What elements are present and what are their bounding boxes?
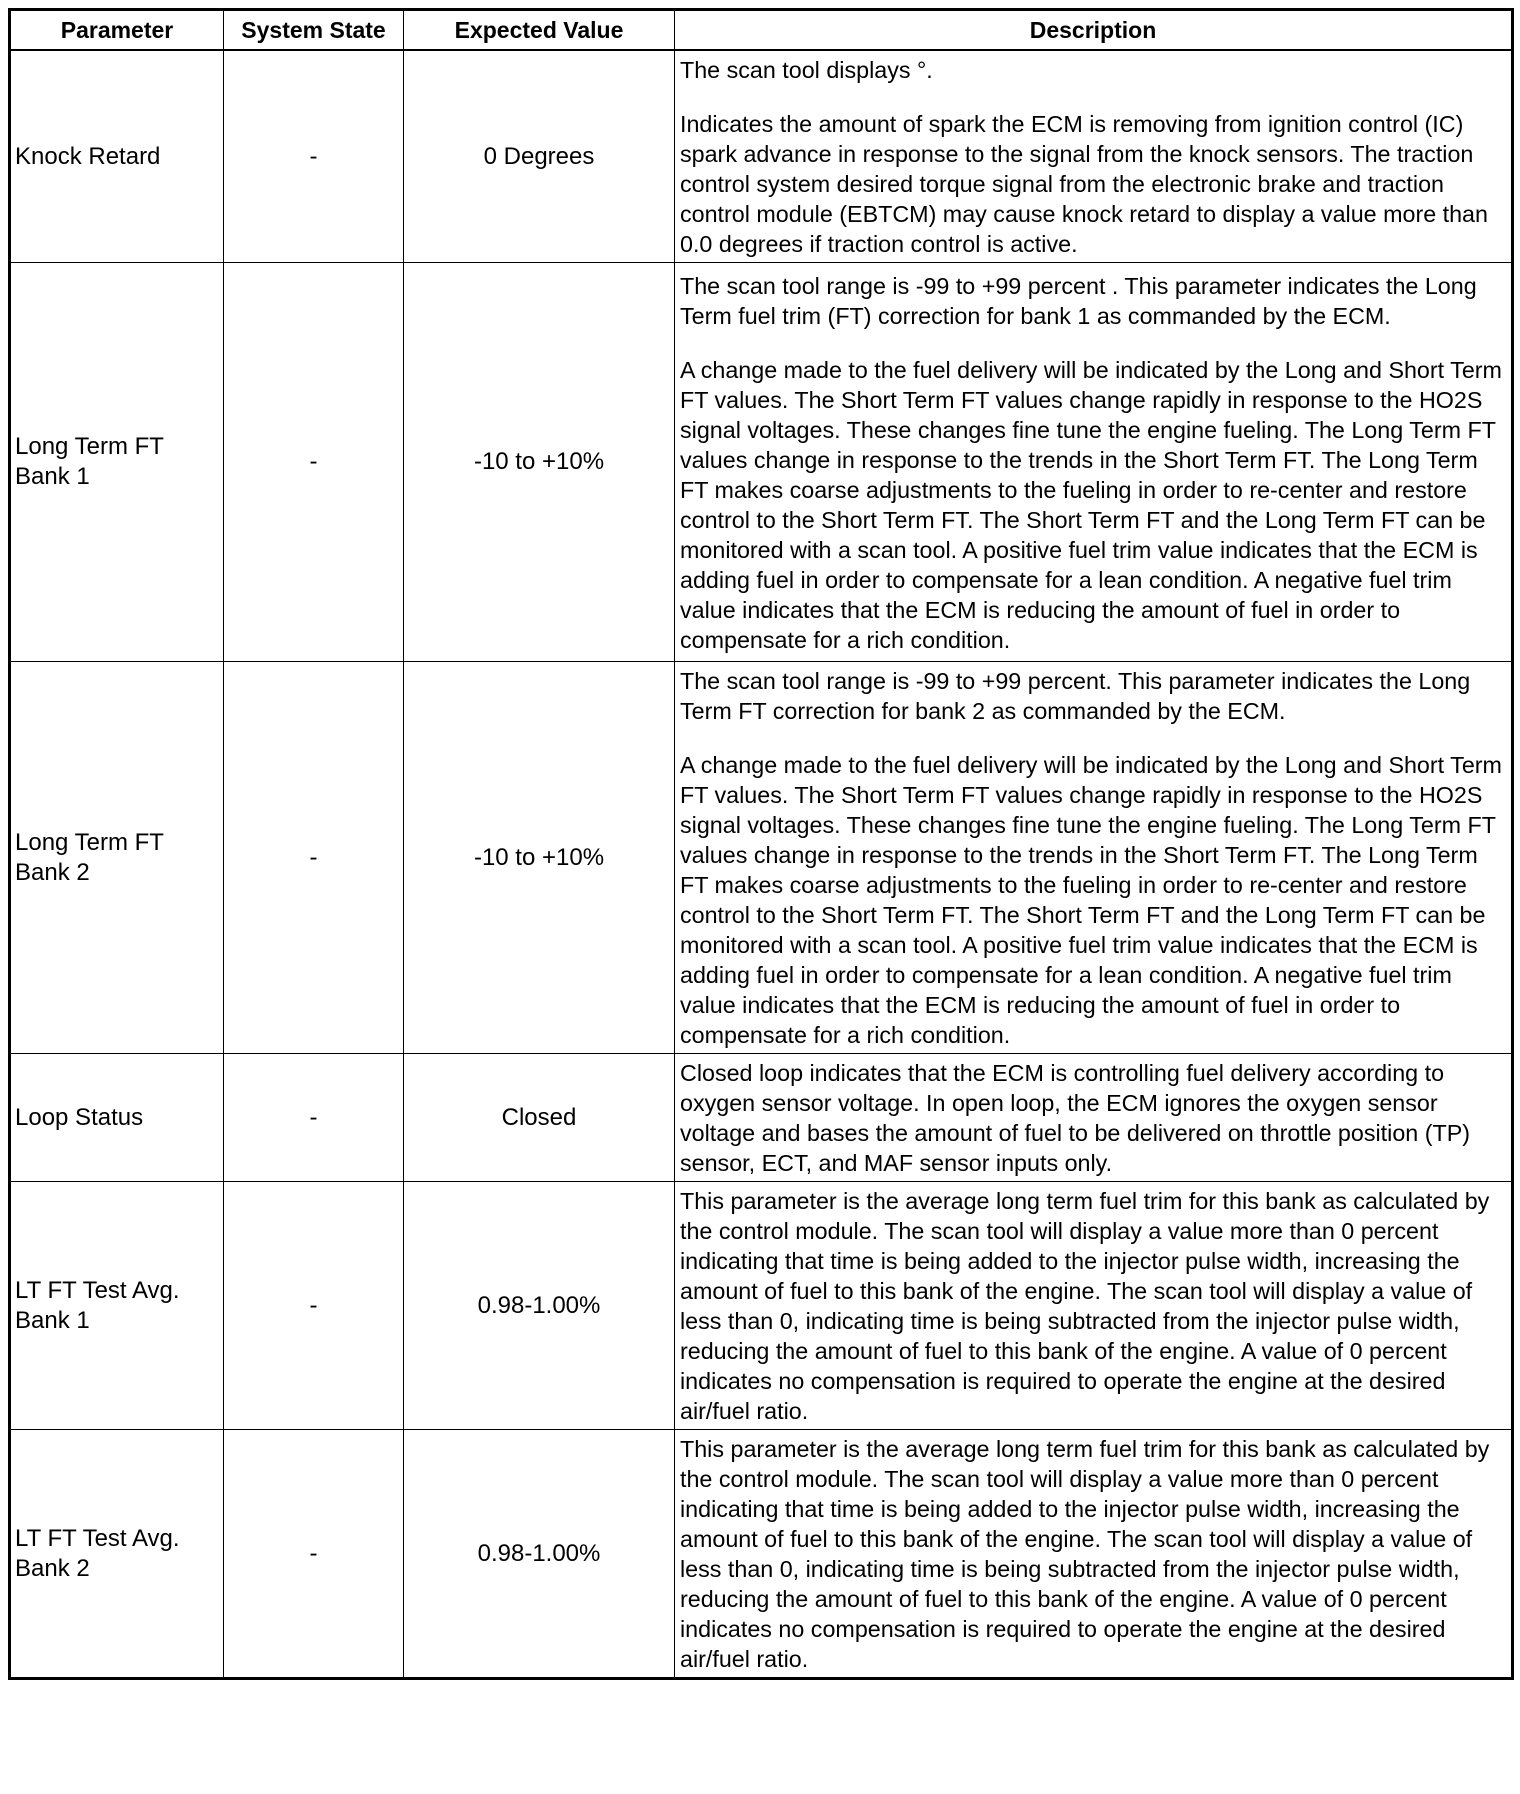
system-state-cell: -: [224, 50, 404, 263]
table-row: [10, 50, 1513, 263]
system-state-cell: -: [224, 263, 404, 662]
parameter-name-line: Bank 2: [15, 858, 90, 886]
parameter-name-line: Bank 1: [15, 463, 90, 490]
parameter-name-line: LT FT Test Avg.: [15, 1276, 180, 1304]
description-paragraph: A change made to the fuel delivery will be indicated by the Long and Short Term FT values. The Short Term FT values change rapidly in response to the HO2S signal voltages. These changes fine tune the engine fueling. The Long Term FT values change in response to the trends in the Short Term FT. The Long Term FT makes coarse adjustments to the fueling in order to re-center and restore control to the Short Term FT. The Short Term FT and the Long Term FT can be monitored with a scan tool. A positive fuel trim value indicates that the ECM is adding fuel in order to compensate for a lean condition. A negative fuel trim value indicates that the ECM is reducing the amount of fuel in order to compensate for a rich condition.: [680, 356, 1502, 653]
description-cell: [675, 662, 1513, 1054]
parameter-cell: [10, 1182, 224, 1430]
description-cell: [675, 1430, 1513, 1679]
parameter-cell: [10, 662, 224, 1054]
description-paragraph: The scan tool range is -99 to +99 percent . This parameter indicates the Long Term fuel trim (FT) correction for bank 1 as commanded by the ECM.: [680, 272, 1477, 329]
parameter-cell: [10, 50, 224, 263]
description-paragraph: The scan tool range is -99 to +99 percent. This parameter indicates the Long Term FT correction for bank 2 as commanded by the ECM.: [680, 668, 1471, 724]
parameter-name-line: Bank 2: [15, 1554, 90, 1582]
table-row: [10, 263, 1513, 662]
expected-value-cell: Closed: [404, 1054, 675, 1182]
parameter-name-line: Loop Status: [15, 1103, 144, 1131]
expected-value-cell: 0.98-1.00%: [404, 1182, 675, 1430]
description-paragraph: This parameter is the average long term fuel trim for this bank as calculated by the control module. The scan tool will display a value more than 0 percent indicating that time is being added to the injector pulse width, increasing the amount of fuel to this bank of the engine. The scan tool will display a value of less than 0, indicating time is being subtracted from the injector pulse width, reducing the amount of fuel to this bank of the engine. A value of 0 percent indicates no compensation is required to operate the engine at the desired air/fuel ratio.: [680, 1436, 1490, 1672]
system-state-cell: -: [224, 1182, 404, 1430]
parameter-name-line: Long Term FT: [15, 433, 164, 460]
parameter-name-line: Long Term FT: [15, 828, 164, 856]
parameter-name-line: Bank 1: [15, 1306, 90, 1334]
table-header-row: [10, 10, 1513, 51]
expected-value-cell: -10 to +10%: [404, 263, 675, 662]
description-cell: [675, 50, 1513, 263]
header-description: Description: [675, 10, 1513, 51]
parameter-cell: [10, 263, 224, 662]
description-paragraph: The scan tool displays °.: [680, 57, 933, 83]
parameter-name-line: LT FT Test Avg.: [15, 1524, 180, 1552]
description-cell: [675, 1054, 1513, 1182]
table-row: [10, 1430, 1513, 1679]
expected-value-cell: 0 Degrees: [404, 50, 675, 263]
parameter-name-line: Knock Retard: [15, 142, 161, 170]
description-paragraph: Closed loop indicates that the ECM is controlling fuel delivery according to oxygen sensor voltage. In open loop, the ECM ignores the oxygen sensor voltage and bases the amount of fuel to be delivered on throttle position (TP) sensor, ECT, and MAF sensor inputs only.: [680, 1060, 1470, 1176]
description-cell: [675, 263, 1513, 662]
system-state-cell: -: [224, 662, 404, 1054]
header-parameter: Parameter: [10, 10, 224, 51]
table-body: [10, 50, 1513, 1679]
description-paragraph: Indicates the amount of spark the ECM is removing from ignition control (IC) spark advance in response to the signal from the knock sensors. The traction control system desired torque signal from the electronic brake and traction control module (EBTCM) may cause knock retard to display a value more than 0.0 degrees if traction control is active.: [680, 111, 1488, 257]
parameter-cell: [10, 1430, 224, 1679]
system-state-cell: -: [224, 1054, 404, 1182]
header-system-state: System State: [224, 10, 404, 51]
description-paragraph: A change made to the fuel delivery will be indicated by the Long and Short Term FT values. The Short Term FT values change rapidly in response to the HO2S signal voltages. These changes fine tune the engine fueling. The Long Term FT values change in response to the trends in the Short Term FT. The Long Term FT makes coarse adjustments to the fueling in order to re-center and restore control to the Short Term FT. The Short Term FT and the Long Term FT can be monitored with a scan tool. A positive fuel trim value indicates that the ECM is adding fuel in order to compensate for a lean condition. A negative fuel trim value indicates that the ECM is reducing the amount of fuel in order to compensate for a rich condition.: [680, 752, 1502, 1048]
expected-value-cell: 0.98-1.00%: [404, 1430, 675, 1679]
table-row: [10, 1054, 1513, 1182]
header-expected-value: Expected Value: [404, 10, 675, 51]
scan-tool-data-table: [8, 8, 1514, 1680]
table-row: [10, 662, 1513, 1054]
table-row: [10, 1182, 1513, 1430]
system-state-cell: -: [224, 1430, 404, 1679]
description-paragraph: This parameter is the average long term fuel trim for this bank as calculated by the control module. The scan tool will display a value more than 0 percent indicating that time is being added to the injector pulse width, increasing the amount of fuel to this bank of the engine. The scan tool will display a value of less than 0, indicating time is being subtracted from the injector pulse width, reducing the amount of fuel to this bank of the engine. A value of 0 percent indicates no compensation is required to operate the engine at the desired air/fuel ratio.: [680, 1188, 1490, 1424]
expected-value-cell: -10 to +10%: [404, 662, 675, 1054]
description-cell: [675, 1182, 1513, 1430]
parameter-cell: [10, 1054, 224, 1182]
